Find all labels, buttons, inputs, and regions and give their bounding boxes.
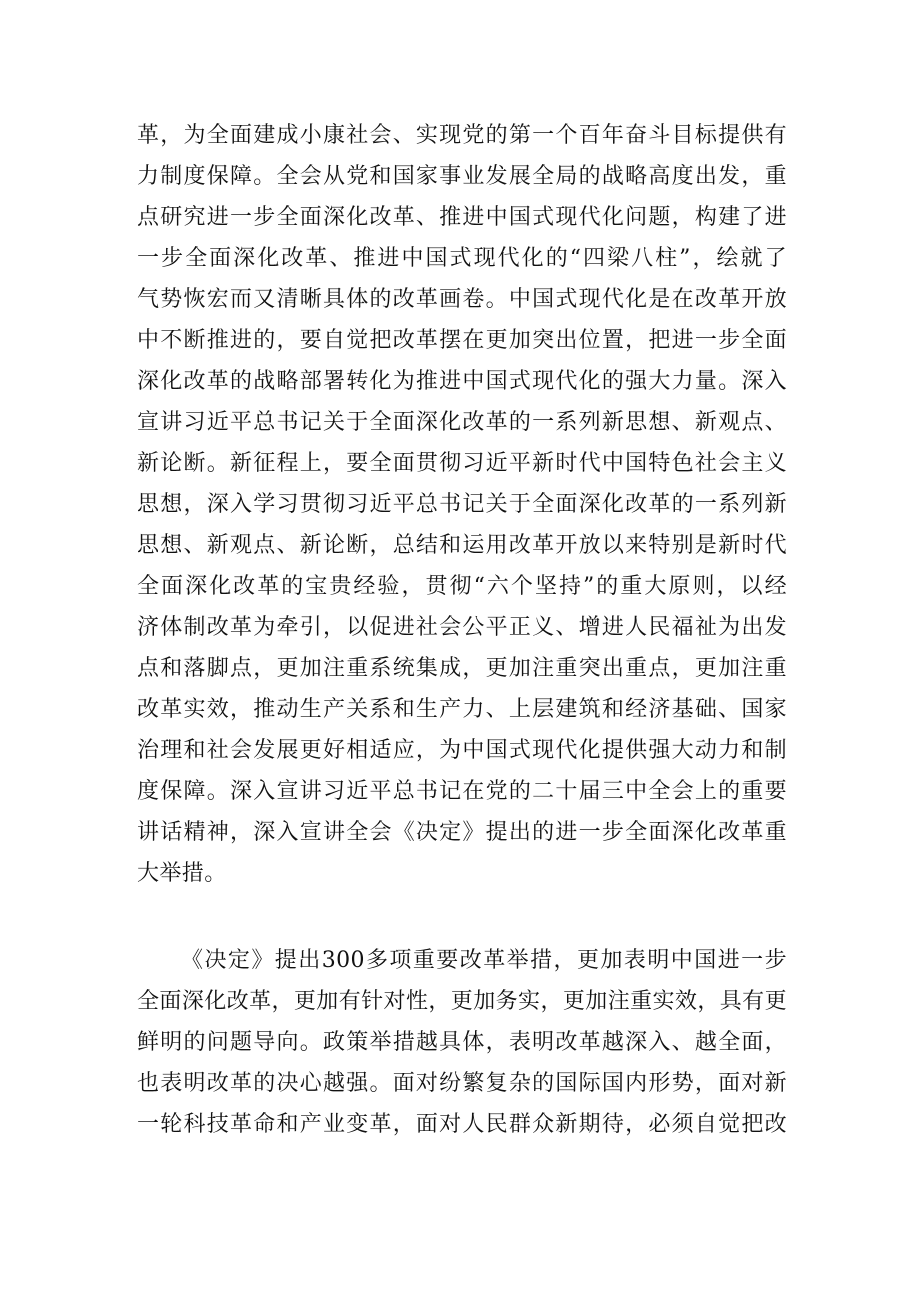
paragraph-line: 《决定》提出300多项重要改革举措，更加表明中国进一步 [181,948,787,973]
paragraph-line: 革，为全面建成小康社会、实现党的第一个百年奋斗目标提供有 [137,123,787,148]
paragraph-line: 中不断推进的，要自觉把改革摆在更加突出位置，把进一步全面 [137,328,787,353]
paragraph-line: 也表明改革的决心越强。面对纷繁复杂的国际国内形势，面对新 [137,1071,787,1096]
paragraph-1 [137,115,787,894]
paragraph-line: 点研究进一步全面深化改革、推进中国式现代化问题，构建了进 [137,205,787,230]
paragraph-line: 讲话精神，深入宣讲全会《决定》提出的进一步全面深化改革重 [137,820,787,845]
paragraph-line: 力制度保障。全会从党和国家事业发展全局的战略高度出发，重 [137,164,787,189]
paragraph-line: 全面深化改革的宝贵经验，贯彻“六个坚持”的重大原则，以经 [137,574,787,599]
paragraph-line: 治理和社会发展更好相适应，为中国式现代化提供强大动力和制 [137,738,787,763]
paragraph-line: 新论断。新征程上，要全面贯彻习近平新时代中国特色社会主义 [137,451,787,476]
paragraph-line: 改革实效，推动生产关系和生产力、上层建筑和经济基础、国家 [137,697,787,722]
paragraph-line: 一轮科技革命和产业变革，面对人民群众新期待，必须自觉把改 [137,1112,787,1137]
paragraph-line: 鲜明的问题导向。政策举措越具体，表明改革越深入、越全面， [137,1030,787,1055]
paragraph-line: 宣讲习近平总书记关于全面深化改革的一系列新思想、新观点、 [137,410,787,435]
paragraph-line: 济体制改革为牵引，以促进社会公平正义、增进人民福祉为出发 [137,615,787,640]
paragraph-line: 深化改革的战略部署转化为推进中国式现代化的强大力量。深入 [137,369,787,394]
paragraph-line: 气势恢宏而又清晰具体的改革画卷。中国式现代化是在改革开放 [137,287,787,312]
paragraph-line: 度保障。深入宣讲习近平总书记在党的二十届三中全会上的重要 [137,779,787,804]
paragraph-line: 一步全面深化改革、推进中国式现代化的“四梁八柱”，绘就了 [137,246,787,271]
paragraph-line: 思想，深入学习贯彻习近平总书记关于全面深化改革的一系列新 [137,492,787,517]
paragraph-line: 全面深化改革，更加有针对性，更加务实，更加注重实效，具有更 [137,989,787,1014]
paragraph-line: 点和落脚点，更加注重系统集成，更加注重突出重点，更加注重 [137,656,787,681]
paragraph-line: 大举措。 [137,861,227,886]
paragraph-line: 思想、新观点、新论断，总结和运用改革开放以来特别是新时代 [137,533,787,558]
paragraph-2 [137,940,787,1145]
